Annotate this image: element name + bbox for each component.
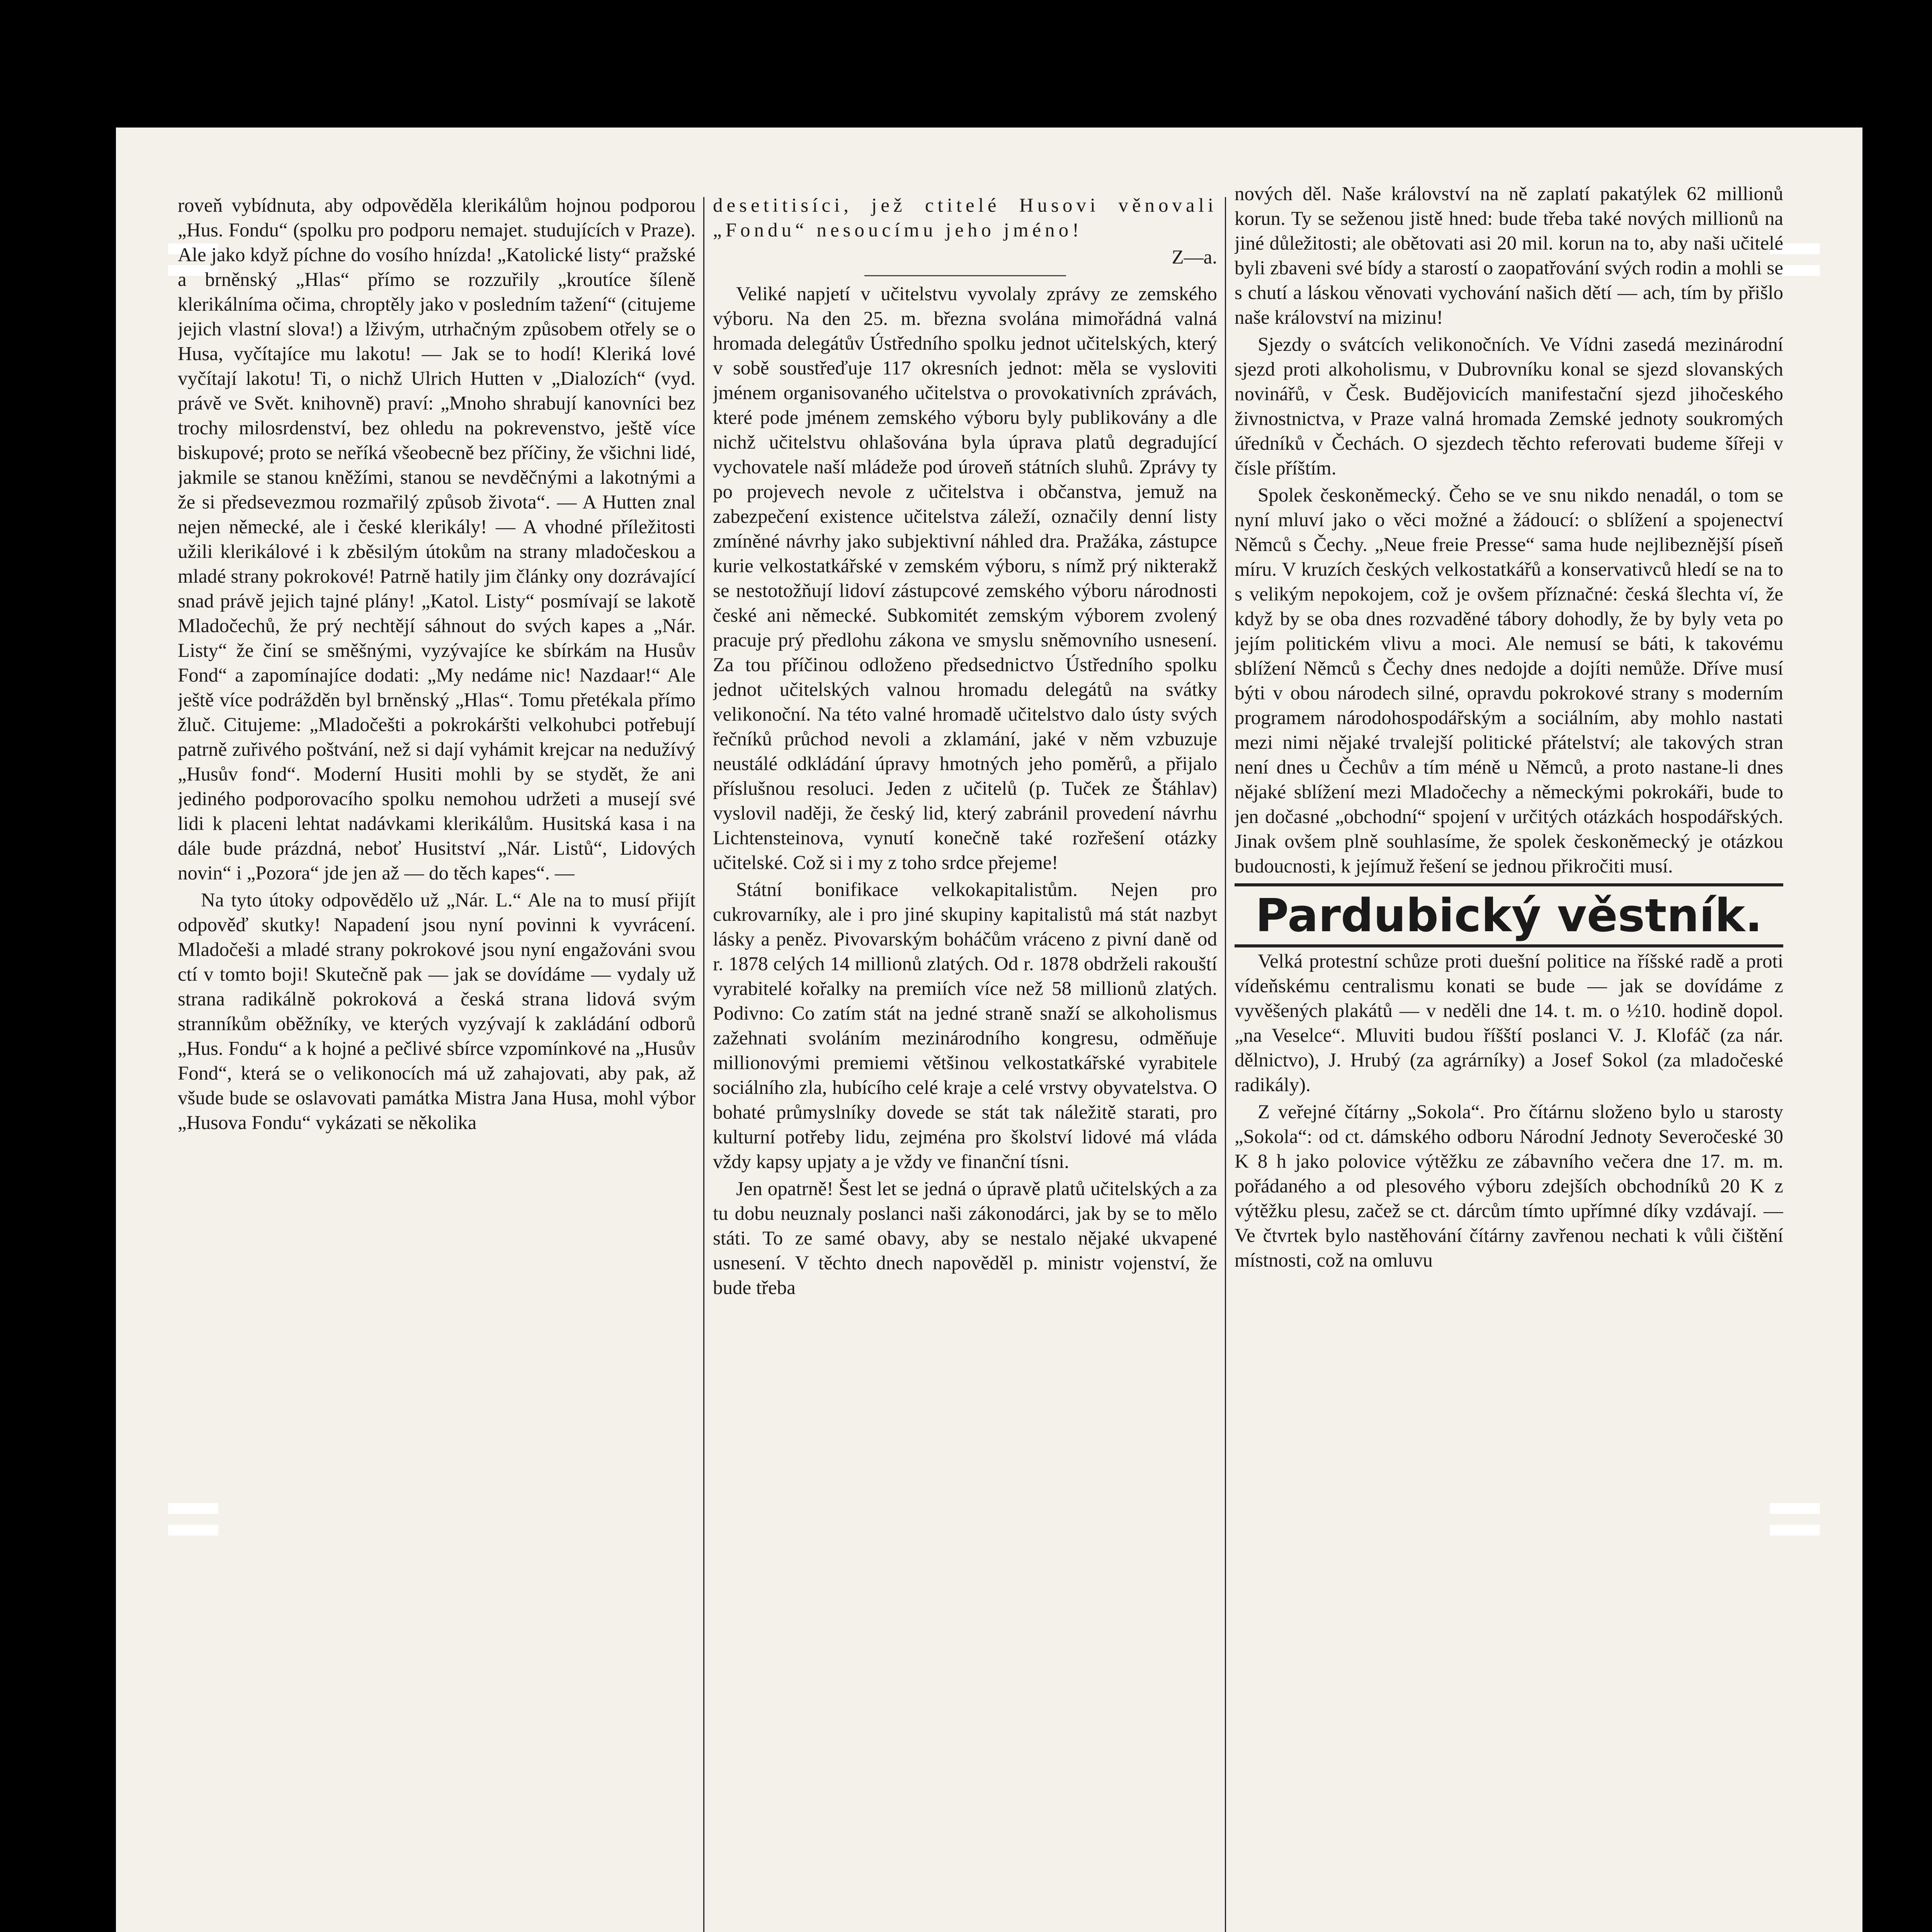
- article-paragraph: desetitisíci, jež ctitelé Husovi věnovali „Fondu“ nesoucímu jeho jméno!: [713, 195, 1217, 241]
- newspaper-page: [116, 128, 1862, 1932]
- article-column-2: [713, 193, 1217, 1932]
- article-paragraph: nových děl. Naše království na ně zaplatí pakatýlek 62 millionů korun. Ty se seženou jistě hned: bude třeba také nových millionů na jiné důležitosti; ale obětovati asi 20 mil. korun na to, aby naši učitelé byli zbaveni své bídy a starostí o zaopatřování svých rodin a mohli se s chutí a láskou věnovati vychování našich dětí — ach, tím by přišlo naše království na mizinu!: [1235, 183, 1783, 328]
- news-item-careful: Jen opatrně! Šest let se jedná o úpravě platů učitelských a za tu dobu neuznaly poslanci naši zákonodárci, jak by se to mělo státi. To ze samé obavy, aby se nestalo nějaké ukvapené usnesení. V těchto dnech napověděl p. ministr vojenství, že bude třeba: [713, 1178, 1217, 1299]
- news-item-czech-german: Spolek českoněmecký. Čeho se ve snu nikdo nenadál, o tom se nyní mluví jako o věci možné a žádoucí: o sblížení a spojenectví Němců s Čechy. „Neue freie Presse“ sama hude nejlibeznější píseň míru. V kruzích českých velkostatkářů a konservativců hledí se na to s velikým nepokojem, což je ovšem příznačné: česká šlechta ví, že když by se oba dnes rozvaděné tábory dohodly, že by byly veta po jejím politickém vlivu a moci. Ale nemusí se báti, k takovému sblížení Němců s Čechy dnes nedojde a dojíti nemůže. Dříve musí býti v obou národech silné, opravdu pokrokové strany s moderním programem národohospodářským a sociálním, aby mohlo nastati mezi nimi nějaké trvalejší politické přátelství; ale takových stran není dnes u Čechův a tím méně u Němců, a proto nastane-li dnes nějaké sblížení mezi Mladočechy a německými pokrokáři, bude to jen dočasné „obchodní“ spojení v určitých otázkách hospodářských. Jinak ovšem plně souhlasíme, že spolek českoněmecký je otázkou budoucnosti, k jejímuž řešení se jednou přikročiti musí.: [1235, 485, 1783, 877]
- article-column-1: [178, 193, 696, 1932]
- article-column-3: [1235, 182, 1783, 1932]
- column-rule: [703, 197, 704, 1932]
- article-paragraph: Na tyto útoky odpovědělo už „Nár. L.“ Ale na to musí přijít odpověď skutky! Napadení jsou nyní povinni k vyvrácení. Mladočeši a mladé strany pokrokové jsou nyní engažováni svou ctí v tomto boji! Skutečně pak — jak se dovídáme — vydaly už strana radikálně pokroková a česká strana lidová svým stranníkům oběžníky, ve kterých vyzývají k zakládání odborů „Hus. Fondu“ a k hojné a pečlivé sbírce vzpomínkové na „Husův Fond“, která se o velikonocích má už zahajovati, aby pak, až všude bude se oslavovati památka Mistra Jana Husa, mohl výbor „Husova Fondu“ vykázati se několika: [178, 889, 696, 1134]
- news-item-teachers: Veliké napjetí v učitelstvu vyvolaly zprávy ze zemského výboru. Na den 25. m. března svolána mimořádná valná hromada delegátův Ústředního spolku jednot učitelských, který v sobě soustřeďuje 117 okresních jednot: měla se vysloviti jménem organisovaného učitelstva o provokativních zprávách, které pode jménem zemského výboru byly publikovány a dle nichž učitelstvu ohlašována byla úprava platů degradující vychovatele naší mládeže pod úroveň státních sluhů. Zprávy ty po projevech nevole z učitelstva i občanstva, jemuž na zabezpečení existence učitelstva záleží, označily denní listy zmíněné návrhy jako subjektivní náhled dra. Pražáka, zástupce kurie velkostatkářské v zemském výboru, s nímž prý nikterakž se nestotožňují lidoví zástupcové zemského výboru národnosti české ani německé. Subkomitét zemským výborem zvolený pracuje prý předlohu zákona ve smyslu sněmovního usnesení. Za tou příčinou odloženo předsednictvo Ústředního spolku jednot učitelských valnou hromadu delegátů na svátky velikonoční. Na této valné hromadě učitelstvo dalo ústy svých řečníků průchod nevoli a zklamání, jaké v něm vzbuzuje neustálé odkládání úpravy hmotných jeho poměrů, a přijalo příslušnou resoluci. Jeden z učitelů (p. Tuček ze Štáhlav) vyslovil naději, že český lid, který zabránil provedení návrhu Lichtensteinova, vynutí konečně také rozřešení otázky učitelské. Což si i my z toho srdce přejeme!: [713, 283, 1217, 874]
- short-divider: [864, 275, 1066, 276]
- section-masthead: Pardubický věstník.: [1235, 883, 1783, 947]
- author-signature: Z—a.: [1172, 247, 1217, 268]
- column-rule: [1225, 197, 1226, 1932]
- news-item-reading-room: Z veřejné čítárny „Sokola“. Pro čítárnu složeno bylo u starosty „Sokola“: od ct. dámského odboru Národní Jednoty Severočeské 30 K 8 h jako polovice výtěžku ze zábavního večera dne 17. m. m. pořádaného a od plesového výboru zdejších obchodníků 20 K z výtěžku plesu, začež se ct. dárcům tímto upřímné díky vzdávají. — Ve čtvrtek bylo nastěhování čítárny zavřenou nechati k vůli čištění místnosti, což na omluvu: [1235, 1101, 1783, 1271]
- news-item-bonification: Státní bonifikace velkokapitalistům. Nejen pro cukrovarníky, ale i pro jiné skupiny kapitalistů má stát nazbyt lásky a peněz. Pivovarským boháčům vráceno z pivní daně od r. 1878 celých 14 millionů zlatých. Od r. 1878 obdrželi rakouští vyrabitelé kořalky na premiích více než 58 millionů zlatých. Podivno: Co zatím stát na jedné straně snaží se alkoholismus zažehnati svoláním mezinárodního kongresu, odměňuje millionovými premiemi většinou velkostatkářské vyrabitele sociálního zla, hubícího celé kraje a celé vrstvy obyvatelstva. O bohaté průmyslníky dovede se stát tak náležitě starati, pro kulturní potřeby lidu, zejména pro školství lidové má vláda vždy kapsy upjaty a je vždy ve finanční tísni.: [713, 879, 1217, 1173]
- news-item-congresses: Sjezdy o svátcích velikonočních. Ve Vídni zasedá mezinárodní sjezd proti alkoholismu, v Dubrovníku konal se sjezd slovanských novinářů, v Česk. Budějovicích manifestační sjezd jihočeského živnostnictva, v Praze valná hromada Zemské jednoty soukromých úředníků v Čechách. O sjezdech těchto referovati budeme šířeji v čísle příštím.: [1235, 334, 1783, 479]
- article-paragraph: roveň vybídnuta, aby odpověděla klerikálům hojnou podporou „Hus. Fondu“ (spolku pro podporu nemajet. studujících v Praze). Ale jako když píchne do vosího hnízda! „Katolické listy“ pražské a brněnský „Hlas“ přímo se rozzuřily „kroutíce šíleně klerikálníma očima, chroptěly jako v posledním tažení“ (citujeme jejich vlastní slova!) a lživým, utrhačným způsobem otřely se o Husa, vyčítajíce mu lakotu! — Jak se to hodí! Kleriká lové vyčítají lakotu! Ti, o nichž Ulrich Hutten v „Dialozích“ (vyd. právě ve Svět. knihovně) praví: „Mnoho shrabují kanovníci bez trochy milosrdenství, bez ohledu na pokrevenstvo, ještě více biskupové; proto se neříká všeobecně bez příčiny, že všichni lidé, jakmile se stanou kněžími, stanou se nevděčnými a lakotnými a že si předsevezmou rozmařilý způsob života“. — A Hutten znal nejen německé, ale i české klerikály! — A vhodné příležitosti užili klerikálové i k zběsilým útokům na strany mladočeskou a mladé strany pokrokové! Patrně hatily jim články ony dozrávající snad právě jejich tajné plány! „Katol. Listy“ posmívají se lakotě Mladočechů, že prý nechtějí sáhnout do svých kapes a „Nár. Listy“ že činí se směšnými, vyzývajíce ke sbírkám na Husův Fond“ a zapomínajíce dodati: „My nedáme nic! Nazdaar!“ Ale ještě více podrážděn byl brněnský „Hlas“. Tomu přetékala přímo žluč. Citujeme: „Mladočešti a pokrokáršti velkohubci potřebují patrně zuřivého poštvání, než si dají vyhámit krejcar na nedužívý „Husův fond“. Moderní Husiti mohli by se stydět, že ani jediného podporovacího spolku nemohou udržeti a musejí své lidi k placeni lehtat nadávkami klerikálům. Husitská kasa i na dále bude prázdná, neboť Husitství „Nár. Listů“, Lidových novin“ i „Pozora“ jde jen až — do těch kapes“. —: [178, 195, 696, 884]
- news-item-protest-meeting: Velká protestní schůze proti duešní politice na říšské radě a proti vídeňskému centralismu konati se bude — jak se dovídáme z vyvěšených plakátů — v neděli dne 14. t. m. o ½10. hodině dopol. „na Veselce“. Mluviti budou říšští poslanci V. J. Klofáč (za nár. dělnictvo), J. Hrubý (za agrárníky) a Josef Sokol (za mladočeské radikály).: [1235, 951, 1783, 1096]
